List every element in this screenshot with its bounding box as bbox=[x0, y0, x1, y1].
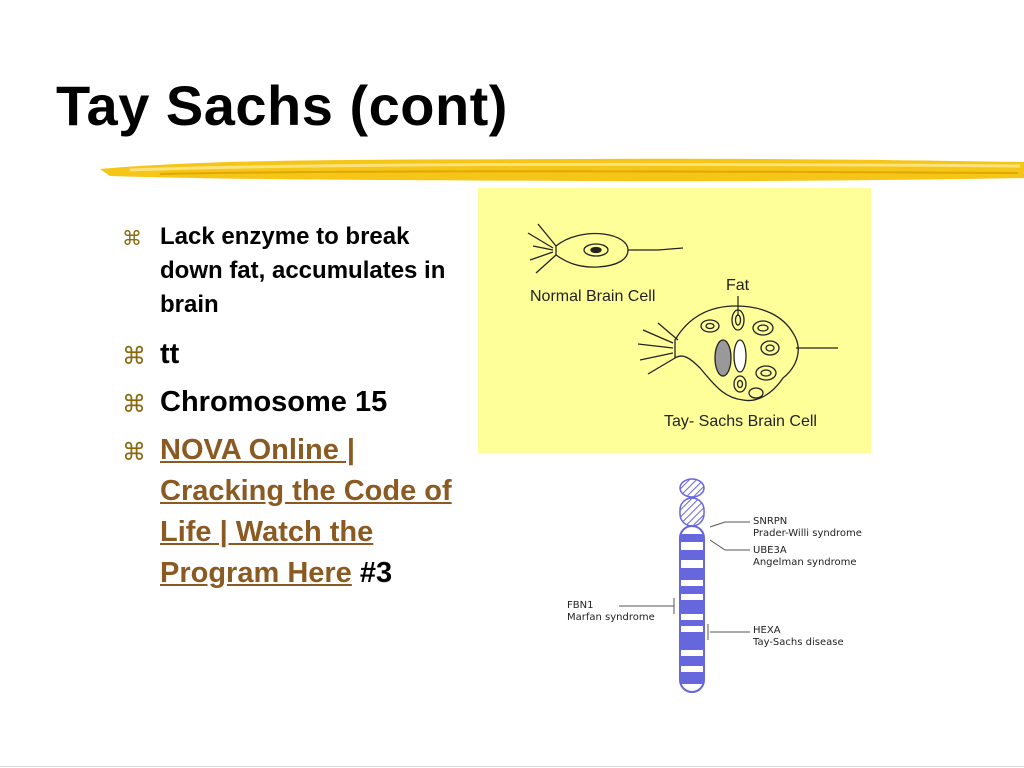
command-symbol-bullet-icon: ⌘ bbox=[122, 342, 146, 370]
brain-cell-illustration bbox=[478, 188, 871, 453]
bullet-text: Chromosome 15 bbox=[160, 386, 388, 418]
disease-label-angelman: Angelman syndrome bbox=[753, 557, 857, 568]
slide-bottom-divider bbox=[0, 766, 1024, 767]
brain-cell-diagram bbox=[478, 188, 871, 453]
command-symbol-bullet-icon: ⌘ bbox=[122, 390, 146, 418]
disease-label-tay-sachs: Tay-Sachs disease bbox=[753, 637, 844, 648]
bullet-item bbox=[122, 334, 472, 375]
bullet-item bbox=[122, 430, 472, 594]
slide-title: Tay Sachs (cont) bbox=[56, 74, 508, 137]
normal-brain-cell-drawing bbox=[528, 224, 683, 273]
gene-label-ube3a: UBE3A bbox=[753, 545, 787, 556]
command-symbol-bullet-icon: ⌘ bbox=[122, 226, 142, 250]
nova-online-link[interactable]: NOVA Online | Cracking the Code of Life | Watch the Program Here bbox=[160, 434, 452, 589]
tay-sachs-cell-label: Tay- Sachs Brain Cell bbox=[664, 413, 817, 430]
tay-sachs-brain-cell-drawing bbox=[638, 306, 838, 401]
command-symbol-bullet-icon: ⌘ bbox=[122, 438, 146, 466]
normal-cell-label: Normal Brain Cell bbox=[530, 288, 656, 305]
bullet-item bbox=[122, 382, 472, 423]
disease-label-marfan: Marfan syndrome bbox=[567, 612, 655, 623]
chromosome-bands bbox=[681, 534, 703, 684]
gene-label-snrpn: SNRPN bbox=[753, 516, 788, 527]
title-underline-brushstroke bbox=[100, 150, 1024, 190]
chromosome-illustration bbox=[555, 472, 885, 702]
gene-label-hexa: HEXA bbox=[753, 625, 781, 636]
bullet-suffix: #3 bbox=[351, 557, 393, 589]
bullet-text: Lack enzyme to break down fat, accumulates in brain bbox=[160, 223, 446, 318]
fat-label: Fat bbox=[726, 277, 750, 294]
bullet-list bbox=[122, 220, 472, 601]
gene-label-fbn1: FBN1 bbox=[567, 600, 594, 611]
disease-label-prader-willi: Prader-Willi syndrome bbox=[753, 528, 862, 539]
bullet-text: tt bbox=[160, 338, 180, 370]
chromosome-15-diagram bbox=[555, 472, 885, 702]
bullet-item bbox=[122, 220, 472, 322]
